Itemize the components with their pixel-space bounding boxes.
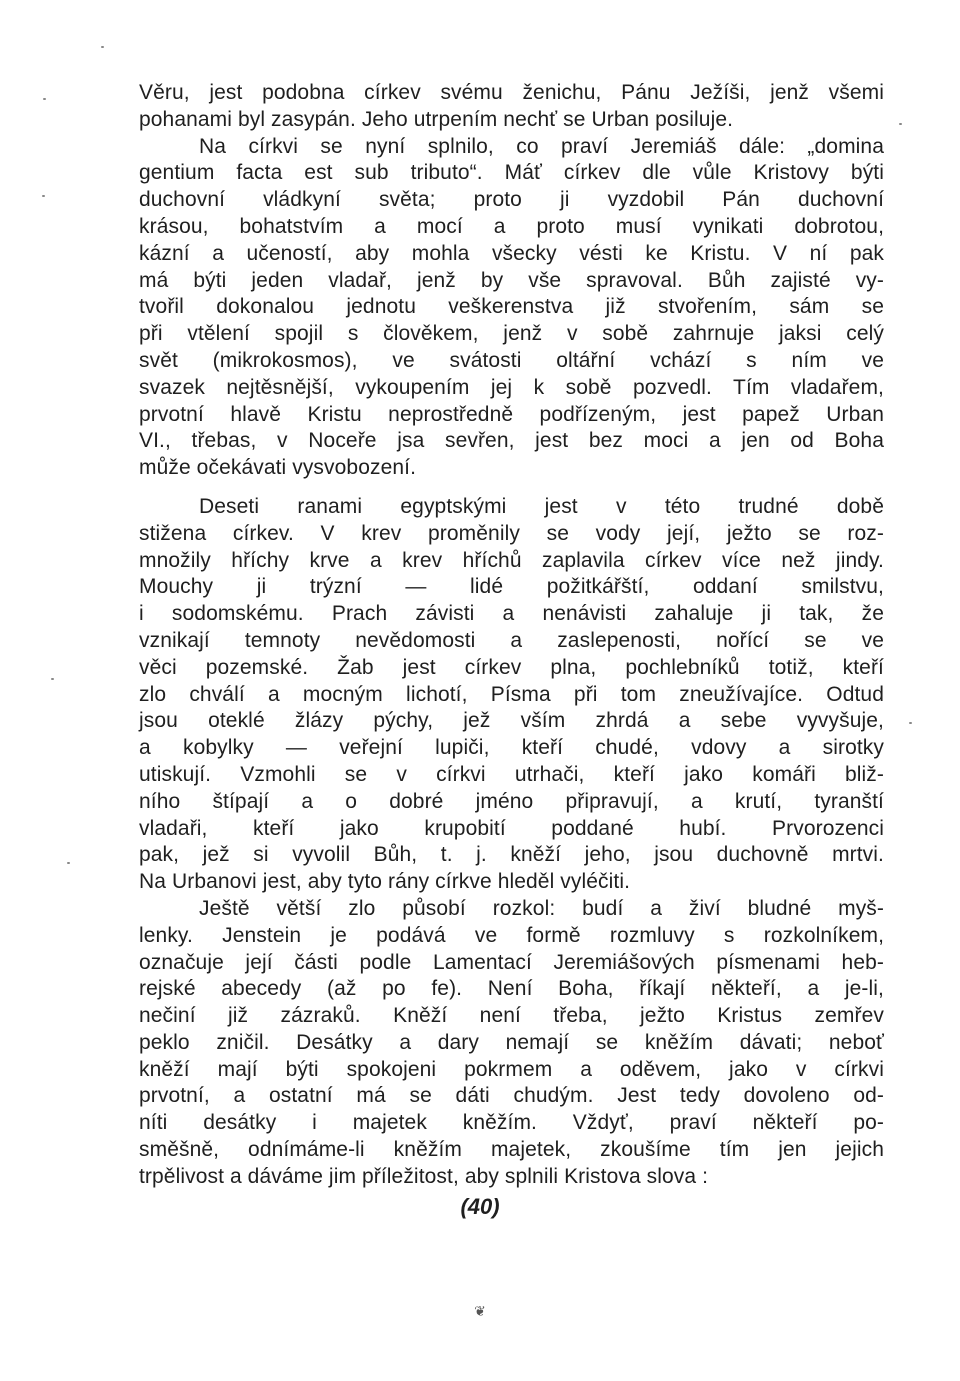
text-line: i sodomskému. Prach závisti a nenávisti zahaluje ji tak, že <box>139 602 884 626</box>
text-line: duchovní vládkyní světa; proto ji vyzdobil Pán duchovní <box>139 188 884 212</box>
text-line: Ještě větší zlo působí rozkol: budí a živí bludné myš- <box>199 896 884 920</box>
scan-speck <box>101 46 104 48</box>
text-line: vznikají temnoty nevědomosti a zaslepenosti, nořící se ve <box>139 628 884 652</box>
text-line: peklo zničil. Desátky a dary nemají se kněžím dávati; neboť <box>139 1030 884 1054</box>
text-line: směšně, odnímáme-li kněžím majetek, zkoušíme tím jen jejich <box>139 1138 884 1162</box>
ornament-icon: ❦ <box>474 1303 486 1319</box>
text-line: vladaři, kteří jako krupobití poddané hubí. Prvorozenci <box>139 816 884 840</box>
text-line: může očekávati vysvobození. <box>139 456 417 480</box>
paragraph <box>139 134 884 482</box>
text-line: utiskují. Vzmohli se v církvi utrhači, kteří jako komáři bliž- <box>139 762 884 786</box>
text-line: lenky. Jenstein je podává ve formě rozmluvy s rozkolníkem, <box>139 923 884 947</box>
paragraph <box>139 80 884 134</box>
text-line: gentium facta est sub tributo“. Máť církev dle vůle Kristovy býti <box>139 161 884 185</box>
text-line: pak, jež si vyvolil Bůh, t. j. kněží jeho, jsou duchovně mrtvi. <box>139 843 884 867</box>
text-line: jsou oteklé žlázy pýchy, jež vším zhrdá a sebe vyvyšuje, <box>139 709 884 733</box>
text-line: kázní a učeností, aby mohla všecky vésti ke Kristu. V ní pak <box>139 241 884 265</box>
text-line: svět (mikrokosmos), ve svátosti oltářní vchází s ním ve <box>139 348 884 372</box>
scan-speck <box>43 98 46 100</box>
text-line: VI., třebas, v Noceře jsa sevřen, jest bez moci a jen od Boha <box>139 429 884 453</box>
text-line: při vtělení spojil s člověkem, jenž v sobě zahrnuje jaksi celý <box>139 322 884 346</box>
page-number: (40) <box>460 1194 500 1219</box>
text-line: stižena církev. V krev proměnily se vody její, ježto se roz- <box>139 521 884 545</box>
text-line: má býti jeden vladař, jenž by vše spravoval. Bůh zajisté vy- <box>139 268 884 292</box>
paragraph <box>139 896 884 1191</box>
text-line: věci pozemské. Žab jest církev plna, pochlebníků totiž, kteří <box>139 655 884 679</box>
body-text <box>139 80 884 1191</box>
scan-speck <box>909 722 912 724</box>
text-line: zlo chválí a mocným lichotí, Písma při tom zneužívajíce. Odtud <box>139 682 884 706</box>
scan-speck <box>42 195 45 197</box>
text-line: trpělivost a dáváme jim příležitost, aby splnili Kristova slova : <box>139 1164 709 1188</box>
text-line: Věru, jest podobna církev svému ženichu, Pánu Ježíši, jenž všemi <box>139 81 884 104</box>
text-line: množily hříchy krve a krev hříchů zaplavila církev více než jindy. <box>139 548 884 572</box>
text-line: prvotní hlavě Kristu neprostředně podřízeným, jest papež Urban <box>139 402 884 426</box>
scan-speck <box>51 678 54 680</box>
text-line: pohanami byl zasypán. Jeho utrpením nechť se Urban posiluje. <box>139 107 734 131</box>
text-line: Deseti ranami egyptskými jest v této trudné době <box>199 494 884 518</box>
text-line: nečiní již zázraků. Kněží není třeba, ježto Kristus zemřev <box>139 1004 884 1028</box>
text-line: svazek nejtěsnější, vykoupením jej k sobě pozvedl. Tím vladařem, <box>139 375 884 399</box>
text-line: níti desátky i majetek kněžím. Vždyť, praví někteří po- <box>139 1111 884 1135</box>
text-line: tvořil dokonalou jednotu veškerenstva již stvořením, sám se <box>139 295 884 319</box>
scan-speck <box>899 123 902 125</box>
text-line: rejské abecedy (až po fe). Není Boha, říkají někteří, a je-li, <box>139 977 884 1001</box>
text-line: prvotní, a ostatní má se dáti chudým. Jest tedy dovoleno od- <box>139 1084 884 1108</box>
scan-speck <box>67 862 70 864</box>
paragraph <box>139 494 884 896</box>
text-line: Mouchy ji trýzní — lidé požitkářští, oddaní smilstvu, <box>139 575 884 599</box>
text-line: a kobylky — veřejní lupiči, kteří chudé, vdovy a sirotky <box>139 736 884 760</box>
text-line: Na Urbanovi jest, aby tyto rány církve hleděl vyléčiti. <box>139 870 631 894</box>
text-line: krásou, bohatstvím a mocí a proto musí vynikati dobrotou, <box>139 214 884 238</box>
text-line: kněží mají býti spokojeni pokrmem a oděvem, jako v církvi <box>139 1057 884 1081</box>
text-line: Na církvi se nyní splnilo, co praví Jeremiáš dále: „domina <box>199 134 884 158</box>
text-line: označuje její části podle Lamentací Jeremiášových písmenami heb- <box>139 950 884 974</box>
text-line: ního štípají a o dobré jméno připravují, a krutí, tyranští <box>139 789 884 813</box>
paragraph-gap <box>139 482 884 494</box>
